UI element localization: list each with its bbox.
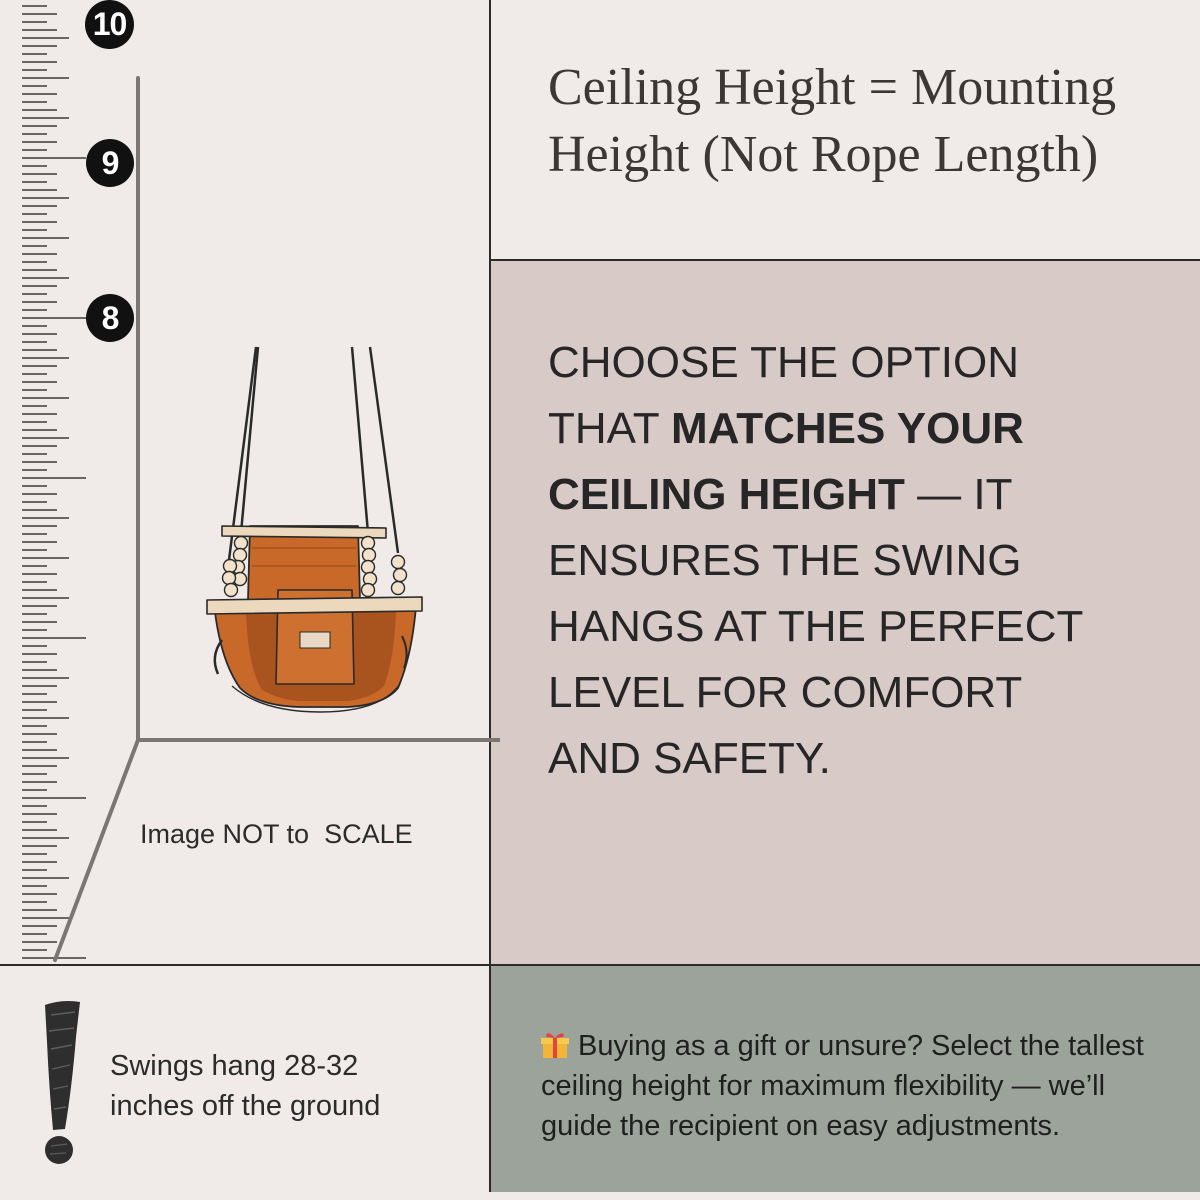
swing-bead xyxy=(234,549,247,562)
swing-back-bar xyxy=(222,526,386,538)
swing-label-tag xyxy=(300,632,330,648)
gift-tip xyxy=(540,1026,1144,1146)
gift-icon xyxy=(540,1031,570,1059)
swing-bead xyxy=(225,584,238,597)
instruction-emphasis: CEILING HEIGHT xyxy=(548,470,905,519)
swing-bead xyxy=(392,582,405,595)
instruction-emphasis: MATCHES YOUR xyxy=(671,404,1024,453)
instruction-line xyxy=(548,462,1083,528)
divider-horizontal-top xyxy=(490,259,1200,261)
gift-tip-line xyxy=(540,1026,1144,1066)
scale-disclaimer: Image NOT to SCALE xyxy=(140,819,413,849)
title-line: Height (Not Rope Length) xyxy=(548,126,1099,183)
instruction-line xyxy=(548,396,1083,462)
swing-bead xyxy=(235,537,248,550)
note-line: inches off the ground xyxy=(110,1090,381,1122)
swing-rope xyxy=(352,347,368,533)
swing-bead xyxy=(392,556,405,569)
exclamation-icon xyxy=(36,997,86,1169)
gift-tip-line: guide the recipient on easy adjustments. xyxy=(541,1110,1061,1142)
instruction-line: AND SAFETY. xyxy=(548,734,831,783)
swing-rope xyxy=(370,347,398,553)
title-line: Ceiling Height = Mounting xyxy=(548,59,1117,116)
swing-bead xyxy=(362,537,375,550)
note-line: Swings hang 28-32 xyxy=(110,1050,359,1082)
ruler-marker-8: 8 xyxy=(86,294,134,342)
gift-tip-text: Buying as a gift or unsure? Select the tallest xyxy=(578,1030,1144,1062)
instruction-line: ENSURES THE SWING xyxy=(548,536,1022,585)
swing-bead xyxy=(362,584,375,597)
baby-swing-illustration xyxy=(207,347,422,712)
instruction-text: — IT xyxy=(904,470,1013,519)
instruction-line: CHOOSE THE OPTION xyxy=(548,338,1020,387)
swing-bead xyxy=(363,549,376,562)
instruction-text: THAT xyxy=(548,404,672,453)
ceiling-height-instruction xyxy=(548,330,1083,792)
hang-height-note xyxy=(110,1046,380,1126)
instruction-line: HANGS AT THE PERFECT xyxy=(548,602,1084,651)
swing-bead xyxy=(394,569,407,582)
gift-tip-line: ceiling height for maximum flexibility — we’ll xyxy=(541,1070,1106,1102)
swing-bead xyxy=(224,560,237,573)
swing-bead xyxy=(223,572,236,585)
instruction-line: LEVEL FOR COMFORT xyxy=(548,668,1023,717)
swing-bead xyxy=(362,561,375,574)
swing-front-bar xyxy=(207,597,422,614)
ruler-marker-10: 10 xyxy=(85,0,134,49)
page-title xyxy=(548,54,1116,188)
ruler-marker-9: 9 xyxy=(86,139,134,187)
floor-side-line xyxy=(55,740,138,960)
